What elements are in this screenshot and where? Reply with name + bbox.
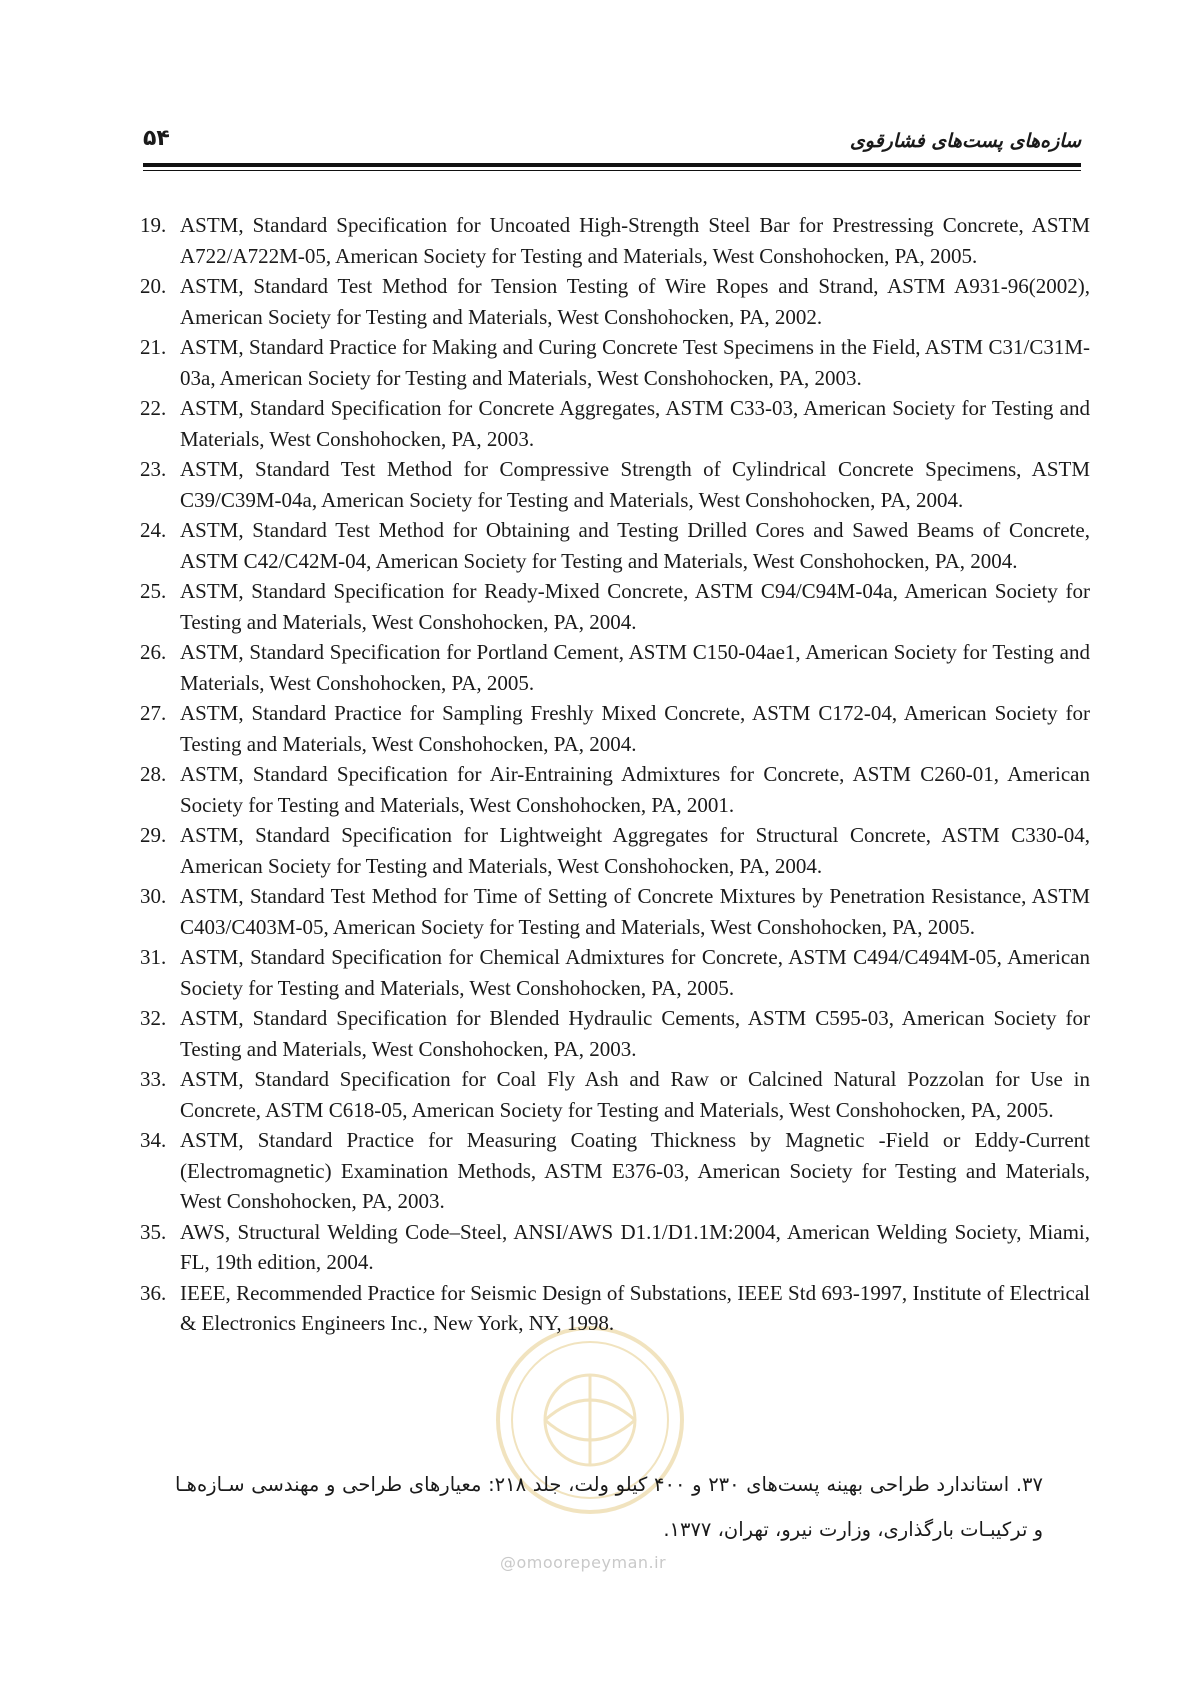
reference-item — [140, 210, 1090, 271]
reference-text: ASTM, Standard Test Method for Time of Setting of Concrete Mixtures by Penetration Resistance, ASTM C403/C403M-05, American Society for Testing and Materials, West Conshohocken, PA, 2005. — [180, 884, 1090, 939]
reference-item — [140, 1003, 1090, 1064]
reference-item — [140, 1217, 1090, 1278]
reference-item — [140, 515, 1090, 576]
reference-item — [140, 637, 1090, 698]
reference-number: 32. — [140, 1006, 167, 1030]
reference-number: 34. — [140, 1128, 167, 1152]
reference-item — [140, 454, 1090, 515]
reference-number: 28. — [140, 762, 167, 786]
reference-number: 19. — [140, 213, 167, 237]
reference-text: ASTM, Standard Practice for Making and Curing Concrete Test Specimens in the Field, ASTM C31/C31M-03a, American Society for Testing and Materials, West Conshohocken, PA, 2003. — [180, 335, 1090, 390]
reference-text: ASTM, Standard Practice for Sampling Freshly Mixed Concrete, ASTM C172-04, American Society for Testing and Materials, West Conshohocken, PA, 2004. — [180, 701, 1090, 756]
reference-number: 21. — [140, 335, 167, 359]
reference-text: ASTM, Standard Specification for Concrete Aggregates, ASTM C33-03, American Society for Testing and Materials, West Conshohocken, PA, 2003. — [180, 396, 1090, 451]
reference-text: ASTM, Standard Specification for Air-Entraining Admixtures for Concrete, ASTM C260-01, American Society for Testing and Materials, West Conshohocken, PA, 2001. — [180, 762, 1090, 817]
reference-text: ASTM, Standard Specification for Ready-Mixed Concrete, ASTM C94/C94M-04a, American Society for Testing and Materials, West Conshohocken, PA, 2004. — [180, 579, 1090, 634]
reference-item — [140, 1064, 1090, 1125]
reference-number: 29. — [140, 823, 167, 847]
reference-number: 26. — [140, 640, 167, 664]
reference-number: 27. — [140, 701, 167, 725]
header-rule-thick — [143, 163, 1081, 167]
reference-text: AWS, Structural Welding Code–Steel, ANSI/AWS D1.1/D1.1M:2004, American Welding Society, Miami, FL, 19th edition, 2004. — [180, 1219, 1090, 1274]
reference-text: ASTM, Standard Practice for Measuring Coating Thickness by Magnetic -Field or Eddy-Current (Electromagnetic) Examination Methods, ASTM E376-03, American Society for Testing and Materials, West Conshohocken, PA, 2003. — [180, 1128, 1090, 1213]
reference-item — [140, 393, 1090, 454]
page-number: ۵۴ — [143, 126, 170, 151]
reference-number: 33. — [140, 1067, 167, 1091]
reference-item — [140, 332, 1090, 393]
reference-number: 20. — [140, 274, 167, 298]
reference-text: ASTM, Standard Specification for Coal Fly Ash and Raw or Calcined Natural Pozzolan for Use in Concrete, ASTM C618-05, American Society for Testing and Materials, West Conshohocken, PA, 2005. — [180, 1067, 1090, 1122]
reference-text: ASTM, Standard Test Method for Compressive Strength of Cylindrical Concrete Specimens, ASTM C39/C39M-04a, American Society for Testing and Materials, West Conshohocken, PA, 2004. — [180, 457, 1090, 512]
header-rule-thin — [143, 170, 1081, 171]
reference-number: 24. — [140, 518, 167, 542]
reference-number: 22. — [140, 396, 167, 420]
reference-number: 31. — [140, 945, 167, 969]
reference-item — [140, 1278, 1090, 1339]
reference-item — [140, 759, 1090, 820]
reference-number: 36. — [140, 1280, 167, 1305]
reference-item — [140, 820, 1090, 881]
reference-item — [140, 576, 1090, 637]
reference-number: 25. — [140, 579, 167, 603]
reference-text: ASTM, Standard Specification for Uncoated High-Strength Steel Bar for Prestressing Concrete, ASTM A722/A722M-05, American Society for Testing and Materials, West Conshohocken, PA, 2005. — [180, 213, 1090, 268]
reference-list — [140, 210, 1090, 1339]
reference-item — [140, 942, 1090, 1003]
reference-item — [140, 698, 1090, 759]
reference-number: 23. — [140, 457, 167, 481]
reference-item — [140, 881, 1090, 942]
reference-text: ASTM, Standard Specification for Blended Hydraulic Cements, ASTM C595-03, American Society for Testing and Materials, West Conshohocken, PA, 2003. — [180, 1006, 1090, 1061]
watermark-site-text: @omoorepeyman.ir — [500, 1553, 667, 1572]
reference-text: ASTM, Standard Specification for Portland Cement, ASTM C150-04ae1, American Society for Testing and Materials, West Conshohocken, PA, 2005. — [180, 640, 1090, 695]
reference-item — [140, 1125, 1090, 1217]
reference-37-persian: ۳۷. استاندارد طراحی بهینه پست‌های ۲۳۰ و ۴۰۰ کیلو ولت، جلد ۲۱۸: معیارهای طراحی و مهندسی سـازه‌هـا و ترکیبـات بارگذاری، وزارت نیرو، تهران، ۱۳۷۷. — [175, 1473, 1043, 1541]
page-header — [143, 124, 1081, 164]
reference-item — [140, 271, 1090, 332]
reference-text: ASTM, Standard Test Method for Obtaining and Testing Drilled Cores and Sawed Beams of Concrete, ASTM C42/C42M-04, American Society for Testing and Materials, West Conshohocken, PA, 2004. — [180, 518, 1090, 573]
reference-number: 30. — [140, 884, 167, 908]
running-title: سازه‌های پست‌های فشارقوی — [849, 130, 1081, 152]
reference-number: 35. — [140, 1219, 167, 1244]
reference-text: ASTM, Standard Test Method for Tension Testing of Wire Ropes and Strand, ASTM A931-96(2002), American Society for Testing and Materials, West Conshohocken, PA, 2002. — [180, 274, 1090, 329]
reference-text: ASTM, Standard Specification for Chemical Admixtures for Concrete, ASTM C494/C494M-05, American Society for Testing and Materials, West Conshohocken, PA, 2005. — [180, 945, 1090, 1000]
reference-text: IEEE, Recommended Practice for Seismic Design of Substations, IEEE Std 693-1997, Institute of Electrical & Electronics Engineers Inc., New York, NY, 1998. — [180, 1280, 1090, 1335]
reference-text: ASTM, Standard Specification for Lightweight Aggregates for Structural Concrete, ASTM C330-04, American Society for Testing and Materials, West Conshohocken, PA, 2004. — [180, 823, 1090, 878]
